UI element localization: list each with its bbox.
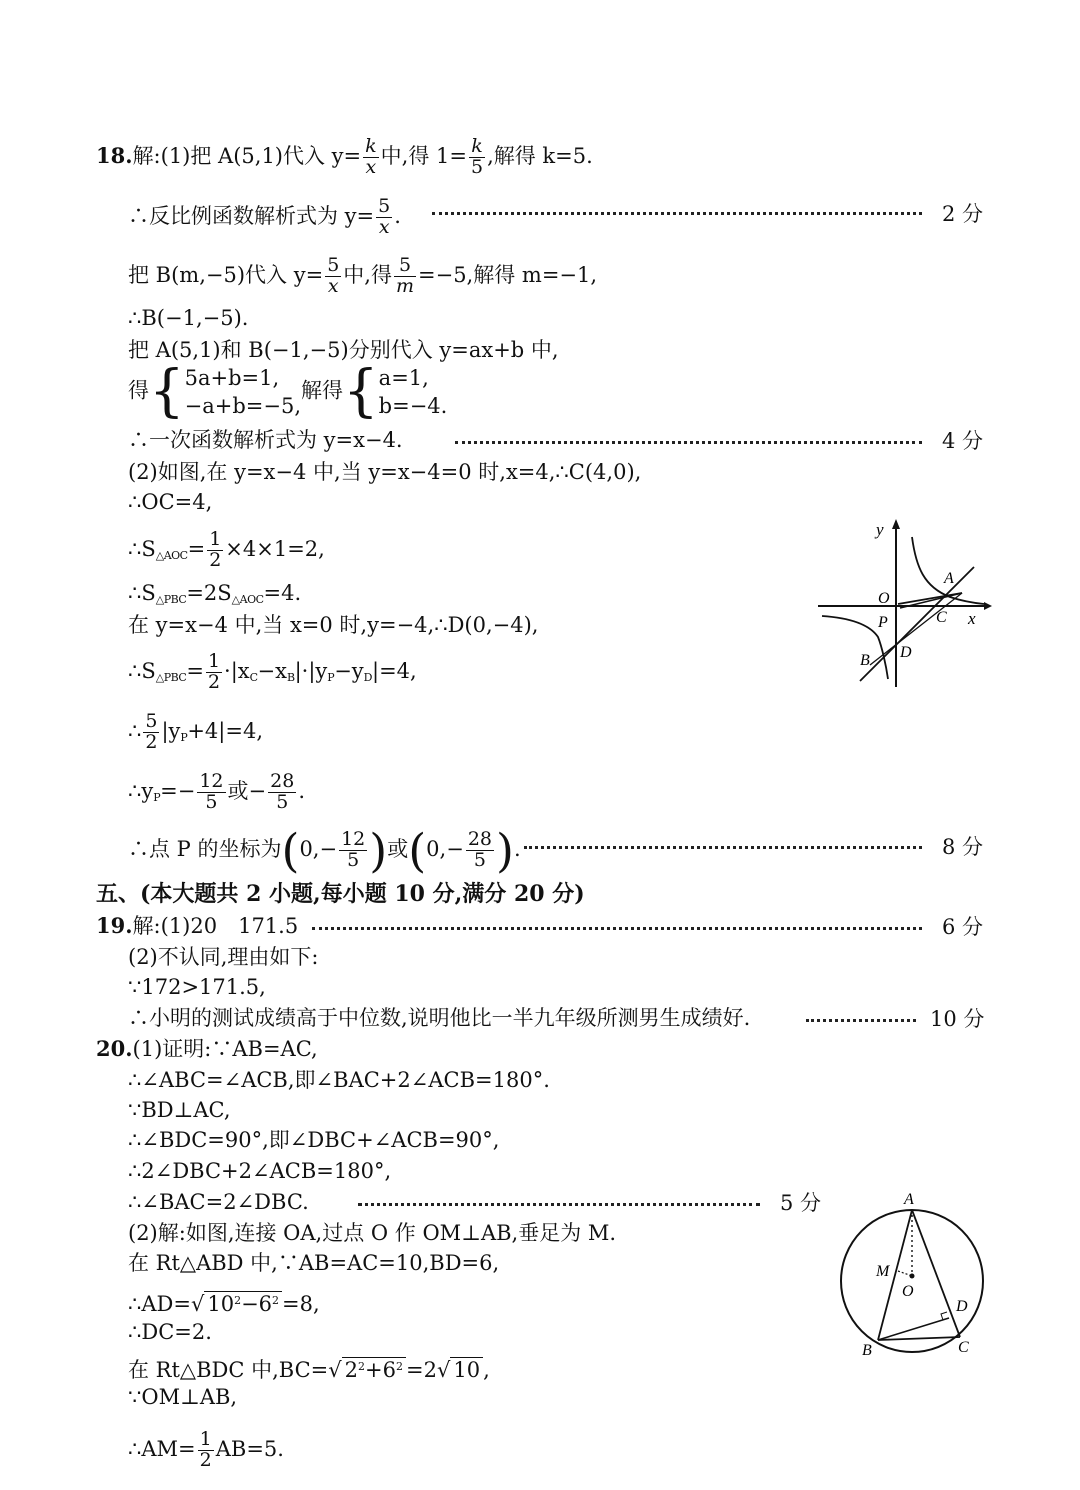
- q20-line1: 20.(1)证明:∵AB=AC,: [96, 1036, 318, 1061]
- q20-number: 20.: [96, 1036, 133, 1061]
- q20-line13: ∴AM= $\frac{1}{2}$ AB=5.: [128, 1428, 284, 1471]
- q20-line2: ∴∠ABC=∠ACB,即∠BAC+2∠ACB=180°.: [128, 1068, 550, 1092]
- q18-line16: ∴点 P 的坐标为(0,− $\frac{12}{5}$ )或(0,− $\frac{28}{5}$ ).: [128, 823, 521, 878]
- point-C-label: C: [958, 1339, 969, 1356]
- point-O-label: O: [878, 590, 890, 607]
- q18-line6: 得{5a+b=1, −a+b=−5,解得{a=1, b=−4.: [128, 359, 448, 424]
- fraction: $\frac{12}{5}$: [199, 770, 224, 813]
- q20-line8: 在 Rt△ABD 中,∵AB=AC=10,BD=6,: [128, 1251, 500, 1275]
- point-C-label: C: [936, 609, 947, 626]
- fraction: $\frac{1}{2}$: [207, 650, 221, 693]
- score-2: 2 分: [942, 202, 984, 226]
- point-O-label: O: [902, 1283, 914, 1300]
- q18-line11: $\therefore S_{\triangle PBC}=2S_{\triangle AOC}=4$.: [128, 581, 302, 606]
- leader-dots: [358, 1203, 760, 1206]
- point-B-label: B: [862, 1342, 872, 1357]
- radical: $10^2-6^2$: [204, 1291, 282, 1316]
- fraction: $\frac{28}{5}$: [467, 828, 492, 871]
- q19-line1: 19.解:(1)20 171.5: [96, 913, 299, 938]
- q19-line3: ∵172>171.5,: [128, 975, 266, 999]
- point-M-label: M: [876, 1263, 890, 1280]
- point-P-label: P: [878, 614, 888, 631]
- q18-line4: ∴B(−1,−5).: [128, 306, 249, 330]
- q18-line8: (2)如图,在 y=x−4 中,当 y=x−4=0 时,x=4,∴C(4,0),: [128, 460, 642, 484]
- q20-line10: ∴DC=2.: [128, 1320, 212, 1344]
- score-6: 6 分: [942, 915, 984, 939]
- radical: 10: [450, 1357, 483, 1382]
- point-A-label: A: [944, 570, 954, 587]
- q18-line2: ∴反比例函数解析式为 y= $\frac{5}{x}$ .: [128, 195, 401, 238]
- q18-line12: 在 y=x−4 中,当 x=0 时,y=−4,∴D(0,−4),: [128, 613, 539, 637]
- q19-line2: (2)不认同,理由如下:: [128, 945, 319, 969]
- q20-line6: ∴∠BAC=2∠DBC.: [128, 1190, 309, 1214]
- fraction: $\frac{12}{5}$: [341, 828, 366, 871]
- equation-system: 5a+b=1, −a+b=−5,: [184, 366, 302, 418]
- q18-line13: $\therefore S_{\triangle PBC}=$ $\frac{1}{2}$ $\cdot|x_C-x_B|\cdot|y_P-y_D|=4$,: [128, 650, 417, 693]
- q18-line1: 18.解:(1)把 A(5,1)代入 y= $\frac{k}{x}$ 中,得 1= $\frac{k}{5}$ ,解得 k=5.: [96, 135, 593, 178]
- q20-line9: ∴AD=√ $10^2-6^2 =8$,: [128, 1292, 320, 1316]
- fraction: $\frac{k}{5}$: [470, 135, 484, 178]
- leader-dots: [432, 212, 922, 215]
- point-A-label: A: [904, 1191, 914, 1208]
- figure-coordinate-graph: [812, 515, 992, 690]
- x-axis-label: x: [968, 609, 976, 628]
- q18-line10: $\therefore S_{\triangle AOC}=$ $\frac{1}{2}$ ×4×1=2,: [128, 528, 325, 571]
- q20-line12: ∵OM⊥AB,: [128, 1385, 238, 1409]
- q19-number: 19.: [96, 913, 133, 938]
- point-D-label: D: [956, 1298, 968, 1315]
- radical: $2^2+6^2$: [342, 1357, 406, 1382]
- q18-line7: ∴一次函数解析式为 y=x−4.: [128, 428, 403, 452]
- q18-number: 18.: [96, 142, 133, 168]
- fraction: $\frac{1}{2}$: [199, 1428, 212, 1471]
- leader-dots: [312, 927, 922, 930]
- q19-line4: ∴小明的测试成绩高于中位数,说明他比一半九年级所测男生成绩好.: [128, 1006, 751, 1030]
- q20-line7: (2)解:如图,连接 OA,过点 O 作 OM⊥AB,垂足为 M.: [128, 1221, 617, 1245]
- leader-dots: [806, 1019, 916, 1022]
- q20-line4: ∴∠BDC=90°,即∠DBC+∠ACB=90°,: [128, 1128, 500, 1152]
- q20-line5: ∴2∠DBC+2∠ACB=180°,: [128, 1159, 392, 1183]
- fraction: $\frac{5}{x}$: [327, 254, 340, 297]
- score-4: 4 分: [942, 429, 984, 453]
- q18-line14: ∴ $\frac{5}{2}$ $|y_P+4|=4$,: [128, 710, 263, 753]
- fraction: $\frac{28}{5}$: [270, 770, 295, 813]
- fraction: $\frac{k}{x}$: [365, 135, 377, 178]
- fraction: $\frac{5}{m}$: [395, 254, 414, 297]
- score-8: 8 分: [942, 835, 984, 859]
- point-D-label: D: [900, 644, 912, 661]
- leader-dots: [524, 846, 922, 849]
- q20-line3: ∵BD⊥AC,: [128, 1098, 231, 1122]
- point-B-label: B: [860, 652, 870, 669]
- fraction: $\frac{5}{2}$: [145, 710, 158, 753]
- q18-line15: $\therefore y_P=-$ $\frac{12}{5}$ 或− $\frac{28}{5}$ .: [128, 770, 306, 813]
- score-10: 10 分: [930, 1007, 985, 1031]
- y-axis-label: y: [876, 520, 884, 539]
- section-heading: 五、(本大题共 2 小题,每小题 10 分,满分 20 分): [96, 881, 585, 907]
- fraction: $\frac{1}{2}$: [209, 528, 222, 571]
- fraction: $\frac{5}{x}$: [378, 195, 391, 238]
- q18-line9: ∴OC=4,: [128, 490, 213, 514]
- score-5: 5 分: [780, 1191, 822, 1215]
- figure-circle-triangle: [832, 1185, 1000, 1357]
- q18-line3: 把 B(m,−5)代入 y= $\frac{5}{x}$ 中,得 $\frac{5}{m}$ =−5,解得 m=−1,: [128, 254, 598, 297]
- equation-system: a=1, b=−4.: [378, 366, 448, 418]
- q20-line11: 在 Rt△BDC 中,BC=√ $2^2+6^2 =2√$ 10 ,: [128, 1358, 490, 1382]
- leader-dots: [455, 441, 922, 444]
- q18-line5: 把 A(5,1)和 B(−1,−5)分别代入 y=ax+b 中,: [128, 338, 559, 362]
